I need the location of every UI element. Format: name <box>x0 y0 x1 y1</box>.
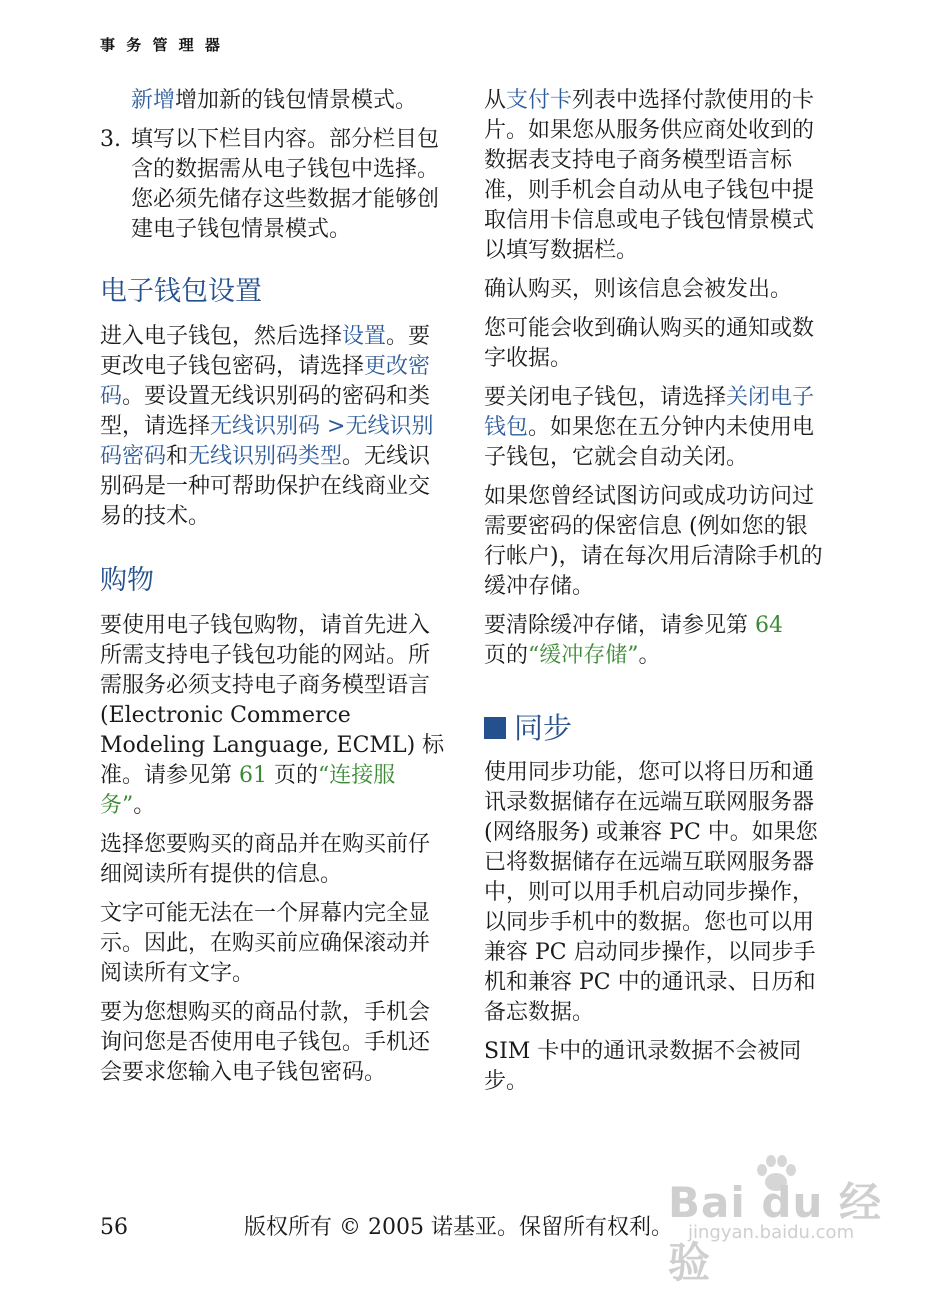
paragraph-sync: 使用同步功能，您可以将日历和通讯录数据储存在远端互联网服务器 (网络服务) 或兼容 PC 中。如果您已将数据储存在远端互联网服务器中，则可以用手机启动同步操作，以同步手机中的数据。您也可以用兼容 PC 启动同步操作，以同步手机和兼容 PC 中的通讯录、日历和备忘数据。 <box>484 760 818 1025</box>
paragraph-select-goods: 选择您要购买的商品并在购买前仔细阅读所有提供的信息。 <box>100 832 431 887</box>
copyright-notice: 版权所有 © 2005 诺基亚。保留所有权利。 <box>244 1215 673 1240</box>
heading-shopping: 购物 <box>100 565 154 596</box>
link-add-new[interactable]: 新增 <box>131 88 176 113</box>
link-change-password[interactable]: 更改密码 <box>100 354 431 409</box>
paragraph-clear-cache: 要清除缓冲存储，请参见第 64 页的“缓冲存储”。 <box>484 613 783 668</box>
link-cache[interactable]: “缓冲存储” <box>528 643 639 668</box>
link-wireless-id-password[interactable]: 无线识别码 >无线识别码密码 <box>100 414 434 469</box>
link-wireless-id-type[interactable]: 无线识别码类型 <box>188 444 343 469</box>
watermark-url: jingyan.baidu.com <box>688 1222 855 1243</box>
link-settings[interactable]: 设置 <box>342 324 387 349</box>
watermark-logo-text: Bai du 经验 <box>668 1178 882 1287</box>
paragraph-add-new: 新增增加新的钱包情景模式。 <box>131 88 418 113</box>
paragraph-receipt: 您可能会收到确认购买的通知或数字收据。 <box>484 316 815 371</box>
paragraph-payment: 要为您想购买的商品付款，手机会询问您是否使用电子钱包。手机还会要求您输入电子钱包密码。 <box>100 1000 431 1085</box>
paragraph-clear-cache-advice: 如果您曾经试图访问或成功访问过需要密码的保密信息 (例如您的银行帐户)，请在每次用后清除手机的缓冲存储。 <box>484 484 823 599</box>
heading-sync: 同步 <box>484 711 829 745</box>
page-number: 56 <box>100 1215 128 1240</box>
page-reference-61[interactable]: 61 <box>239 763 267 788</box>
paragraph-wallet-settings: 进入电子钱包，然后选择设置。要更改电子钱包密码，请选择更改密码。要设置无线识别码的密码和类型，请选择无线识别码 >无线识别码密码和无线识别码类型。无线识别码是一种可帮助保护在线商业交易的技术。 <box>100 324 434 529</box>
numbered-step-3: 3. 填写以下栏目内容。部分栏目包含的数据需从电子钱包中选择。您必须先储存这些数据才能够创建电子钱包情景模式。 <box>100 127 440 242</box>
paragraph-sim-sync: SIM 卡中的通讯录数据不会被同步。 <box>484 1039 802 1094</box>
link-payment-card[interactable]: 支付卡 <box>506 88 573 113</box>
step-number: 3. <box>100 127 121 152</box>
heading-wallet-settings: 电子钱包设置 <box>100 276 262 307</box>
baidu-watermark <box>668 1150 888 1287</box>
paragraph-payment-card: 从支付卡列表中选择付款使用的卡片。如果您从服务供应商处收到的数据表支持电子商务模型语言标准，则手机会自动从电子钱包中提取信用卡信息或电子钱包情景模式以填写数据栏。 <box>484 88 815 263</box>
running-header: 事 务 管 理 器 <box>100 36 223 54</box>
paragraph-shopping-intro: 要使用电子钱包购物，请首先进入所需支持电子钱包功能的网站。所需服务必须支持电子商务模型语言 (Electronic Commerce Modeling Language, ECML) 标准。请参见第 61 页的“连接服务”。 <box>100 613 445 818</box>
link-close-wallet[interactable]: 关闭电子钱包 <box>484 385 815 440</box>
right-column <box>484 86 829 1106</box>
paragraph-close-wallet: 要关闭电子钱包，请选择关闭电子钱包。如果您在五分钟内未使用电子钱包，它就会自动关闭。 <box>484 385 815 470</box>
square-bullet-icon <box>484 717 506 739</box>
paragraph-scroll-text: 文字可能无法在一个屏幕内完全显示。因此，在购买前应确保滚动并阅读所有文字。 <box>100 901 431 986</box>
paragraph-confirm-purchase: 确认购买，则该信息会被发出。 <box>484 277 793 302</box>
link-connect-service[interactable]: “连接服务” <box>100 763 396 818</box>
left-column <box>100 86 445 1097</box>
page-reference-64[interactable]: 64 <box>755 613 783 638</box>
